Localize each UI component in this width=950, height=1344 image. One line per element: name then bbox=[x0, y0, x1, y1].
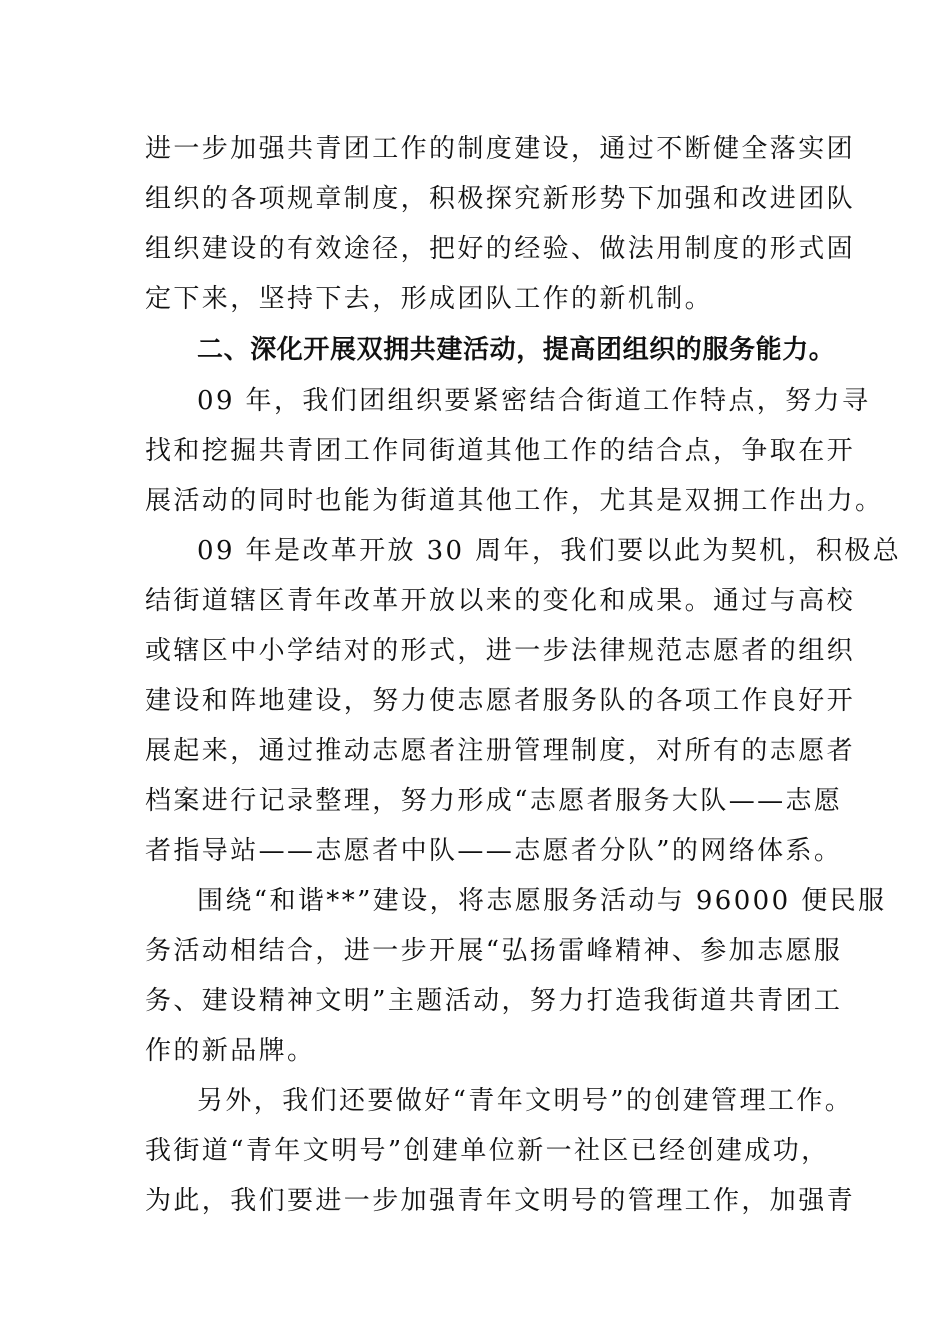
paragraph-line: 展起来，通过推动志愿者注册管理制度，对所有的志愿者 bbox=[145, 736, 856, 766]
paragraph-line: 我街道“青年文明号”创建单位新一社区已经创建成功， bbox=[145, 1136, 830, 1166]
paragraph-line: 定下来，坚持下去，形成团队工作的新机制。 bbox=[145, 284, 714, 314]
paragraph-line: 结街道辖区青年改革开放以来的变化和成果。通过与高校 bbox=[145, 586, 856, 616]
paragraph-line: 围绕“和谐**”建设，将志愿服务活动与 96000 便民服 bbox=[197, 886, 887, 916]
paragraph-line: 务活动相结合，进一步开展“弘扬雷峰精神、参加志愿服 bbox=[145, 936, 843, 966]
paragraph-line: 另外，我们还要做好“青年文明号”的创建管理工作。 bbox=[197, 1086, 854, 1116]
paragraph-line: 务、建设精神文明”主题活动，努力打造我街道共青团工 bbox=[145, 986, 843, 1016]
paragraph-line: 者指导站——志愿者中队——志愿者分队”的网络体系。 bbox=[145, 836, 843, 866]
paragraph-line: 建设和阵地建设，努力使志愿者服务队的各项工作良好开 bbox=[145, 686, 856, 716]
paragraph-line: 找和挖掘共青团工作同街道其他工作的结合点，争取在开 bbox=[145, 436, 856, 466]
paragraph-line: 09 年是改革开放 30 周年，我们要以此为契机，积极总 bbox=[197, 536, 902, 566]
paragraph-line: 档案进行记录整理，努力形成“志愿者服务大队——志愿 bbox=[145, 786, 843, 816]
paragraph-line: 为此，我们要进一步加强青年文明号的管理工作，加强青 bbox=[145, 1186, 856, 1216]
paragraph-line: 作的新品牌。 bbox=[145, 1036, 316, 1066]
paragraph-line: 09 年，我们团组织要紧密结合街道工作特点，努力寻 bbox=[197, 386, 871, 416]
paragraph-line: 或辖区中小学结对的形式，进一步法律规范志愿者的组织 bbox=[145, 636, 856, 666]
paragraph-line: 组织的各项规章制度，积极探究新形势下加强和改进团队 bbox=[145, 184, 856, 214]
paragraph-line: 进一步加强共青团工作的制度建设，通过不断健全落实团 bbox=[145, 134, 856, 164]
paragraph-line: 展活动的同时也能为街道其他工作，尤其是双拥工作出力。 bbox=[145, 486, 884, 516]
section-heading: 二、深化开展双拥共建活动，提高团组织的服务能力。 bbox=[197, 335, 836, 365]
paragraph-line: 组织建设的有效途径，把好的经验、做法用制度的形式固 bbox=[145, 234, 856, 264]
